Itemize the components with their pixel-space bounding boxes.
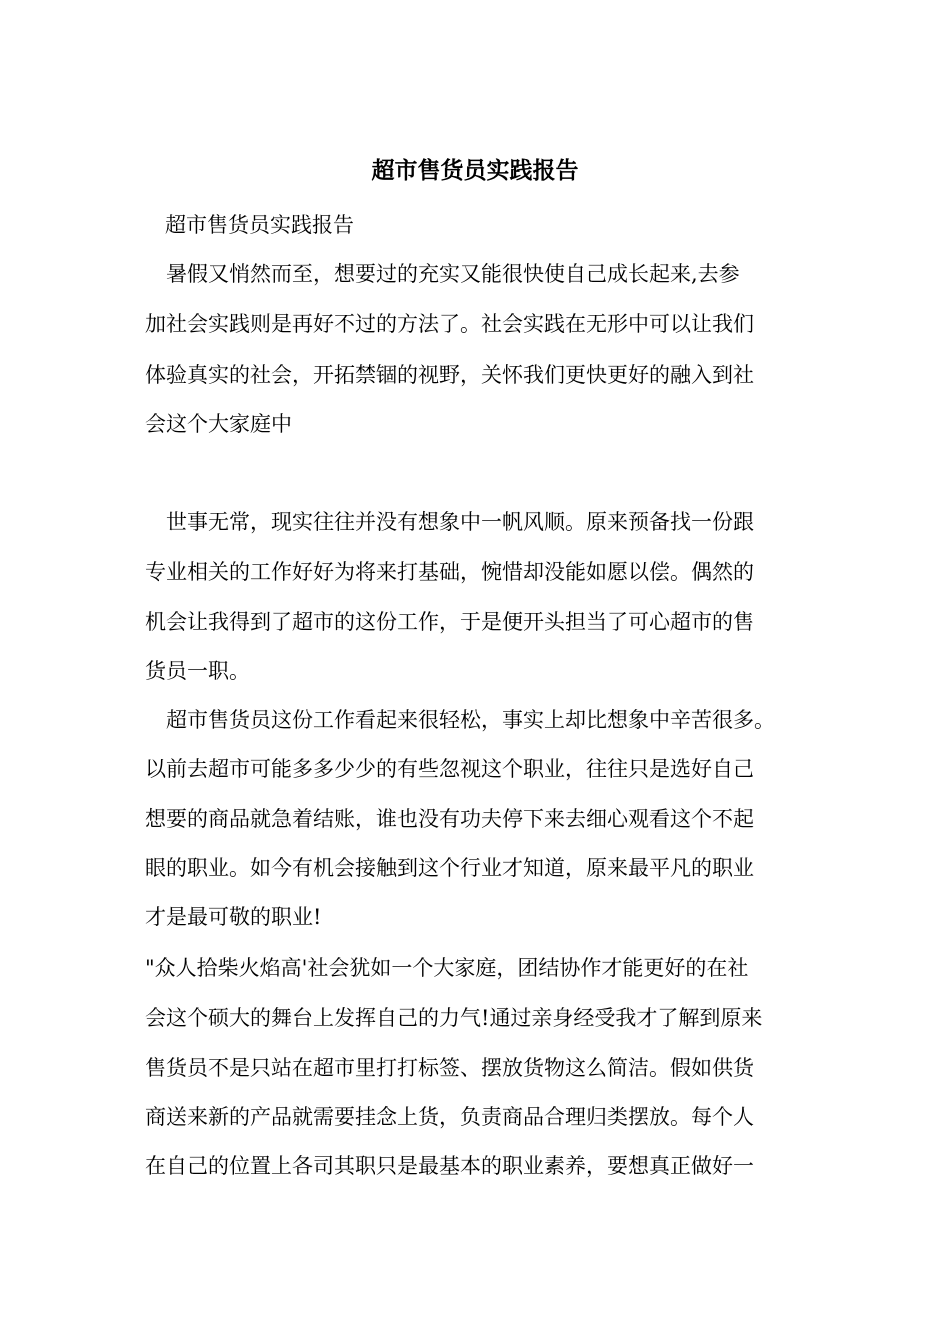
- paragraph-line: 以前去超市可能多多少少的有些忽视这个职业，往往只是选好自己: [145, 757, 754, 781]
- document-title: 超市售货员实践报告: [371, 157, 579, 184]
- paragraph-line: 在自己的位置上各司其职只是最基本的职业素养，要想真正做好一: [145, 1154, 754, 1178]
- paragraph-line: 超市售货员这份工作看起来很轻松，事实上却比想象中辛苦很多。: [145, 708, 775, 732]
- paragraph-line: 眼的职业。如今有机会接触到这个行业才知道，原来最平凡的职业: [145, 856, 754, 880]
- paragraph-line: 货员一职。: [145, 659, 250, 683]
- paragraph-line: 售货员不是只站在超市里打打标签、摆放货物这么简洁。假如供货: [145, 1056, 754, 1080]
- paragraph-line: 会这个硕大的舞台上发挥自己的力气!通过亲身经受我才了解到原来: [145, 1006, 763, 1030]
- paragraph-line: 体验真实的社会，开拓禁锢的视野，关怀我们更快更好的融入到社: [145, 363, 754, 387]
- paragraph-line: 专业相关的工作好好为将来打基础，惋惜却没能如愿以偿。偶然的: [145, 560, 754, 584]
- paragraph-line: "众人拾柴火焰高'社会犹如一个大家庭，团结协作才能更好的在社: [145, 956, 749, 980]
- paragraph-line: 商送来新的产品就需要挂念上货，负责商品合理归类摆放。每个人: [145, 1105, 754, 1129]
- paragraph-line: 会这个大家庭中: [145, 412, 292, 436]
- paragraph-line: 暑假又悄然而至，想要过的充实又能很快使自己成长起来,去参: [145, 262, 740, 286]
- paragraph-line: 加社会实践则是再好不过的方法了。社会实践在无形中可以让我们: [145, 312, 754, 336]
- document-subtitle: 超市售货员实践报告: [165, 213, 354, 237]
- paragraph-line: 才是最可敬的职业!: [145, 905, 322, 929]
- paragraph-line: 想要的商品就急着结账，谁也没有功夫停下来去细心观看这个不起: [145, 807, 754, 831]
- paragraph-line: 机会让我得到了超市的这份工作，于是便开头担当了可心超市的售: [145, 610, 754, 634]
- paragraph-line: 世事无常，现实往往并没有想象中一帆风顺。原来预备找一份跟: [145, 510, 754, 534]
